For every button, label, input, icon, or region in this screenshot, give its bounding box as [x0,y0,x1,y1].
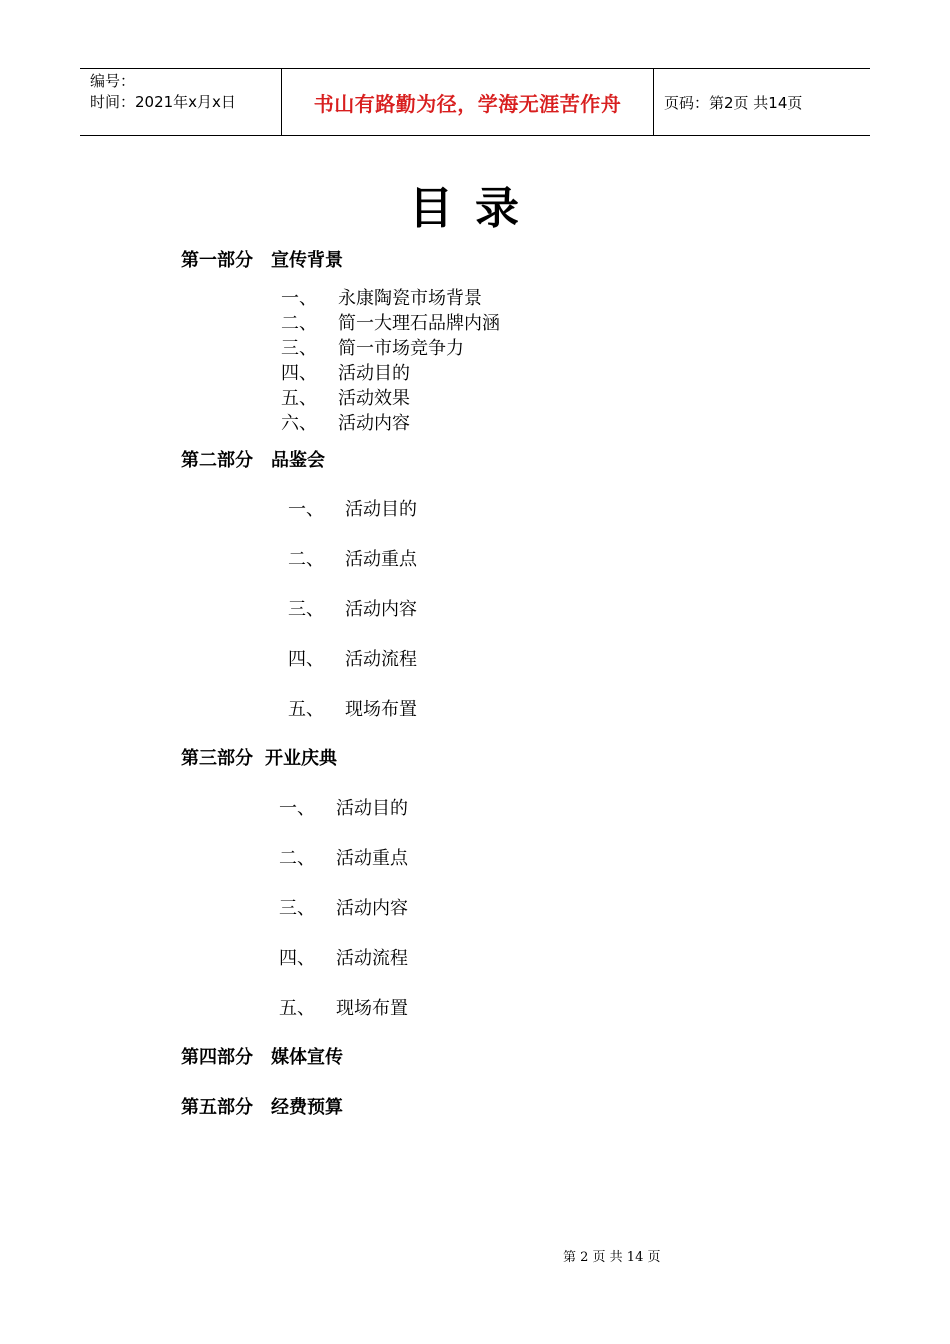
item-text: 活动流程 [336,948,408,969]
item-number: 四、 [281,363,317,384]
toc-part-3[interactable] [181,744,337,770]
part-name: 经费预算 [271,1097,343,1118]
item-text: 活动目的 [345,499,417,520]
item-number: 五、 [281,388,317,409]
part-label: 第三部分 [181,748,253,769]
toc-part-2[interactable] [181,446,325,472]
item-text: 活动流程 [345,649,417,670]
item-number: 二、 [281,313,317,334]
toc-item[interactable] [281,384,410,410]
part-name: 媒体宣传 [271,1047,343,1068]
toc-item[interactable] [281,309,500,335]
item-text: 永康陶瓷市场背景 [338,288,482,309]
toc-title: 目录 [409,183,541,234]
item-number: 五、 [288,699,324,720]
toc-part-1[interactable] [181,246,343,272]
item-number: 四、 [279,948,315,969]
part-label: 第一部分 [181,250,253,271]
item-text: 活动目的 [338,363,410,384]
toc-item[interactable] [288,645,417,671]
page-footer: 第 2 页 共 14 页 [563,1250,661,1265]
toc-item[interactable] [281,409,410,435]
item-text: 简一大理石品牌内涵 [338,313,500,334]
toc-item[interactable] [288,595,417,621]
item-number: 三、 [279,898,315,919]
part-label: 第四部分 [181,1047,253,1068]
part-name: 宣传背景 [271,250,343,271]
header-page-info-cell [654,69,870,135]
toc-item[interactable] [279,844,408,870]
item-text: 活动重点 [345,549,417,570]
part-label: 第二部分 [181,450,253,471]
toc-item[interactable] [281,284,482,310]
item-text: 简一市场竞争力 [338,338,464,359]
toc-part-5[interactable] [181,1093,343,1119]
item-text: 活动内容 [345,599,417,620]
toc-item[interactable] [281,334,464,360]
item-number: 二、 [279,848,315,869]
part-label: 第五部分 [181,1097,253,1118]
date-label: 时间：2021年x月x日 [90,93,236,111]
item-text: 现场布置 [336,998,408,1019]
toc-item[interactable] [288,545,417,571]
item-text: 活动重点 [336,848,408,869]
item-text: 活动内容 [336,898,408,919]
item-number: 六、 [281,413,317,434]
item-text: 活动目的 [336,798,408,819]
page-header [80,68,870,136]
toc-item[interactable] [279,794,408,820]
item-text: 现场布置 [345,699,417,720]
item-number: 三、 [281,338,317,359]
header-page-info: 页码：第2页 共14页 [664,93,803,112]
header-motto: 书山有路勤为径，学海无涯苦作舟 [313,91,622,116]
toc-item[interactable] [279,944,408,970]
item-number: 一、 [279,798,315,819]
part-name: 品鉴会 [271,450,325,471]
toc-item[interactable] [281,359,410,385]
serial-number-label: 编号： [90,72,136,90]
part-name: 开业庆典 [265,748,337,769]
item-number: 一、 [288,499,324,520]
item-number: 五、 [279,998,315,1019]
item-number: 四、 [288,649,324,670]
toc-item[interactable] [288,695,417,721]
item-number: 一、 [281,288,317,309]
item-number: 二、 [288,549,324,570]
toc-part-4[interactable] [181,1043,343,1069]
toc-item[interactable] [279,994,408,1020]
toc-item[interactable] [279,894,408,920]
header-meta [80,69,281,135]
item-number: 三、 [288,599,324,620]
item-text: 活动效果 [338,388,410,409]
header-motto-cell [281,69,654,135]
toc-item[interactable] [288,495,417,521]
item-text: 活动内容 [338,413,410,434]
